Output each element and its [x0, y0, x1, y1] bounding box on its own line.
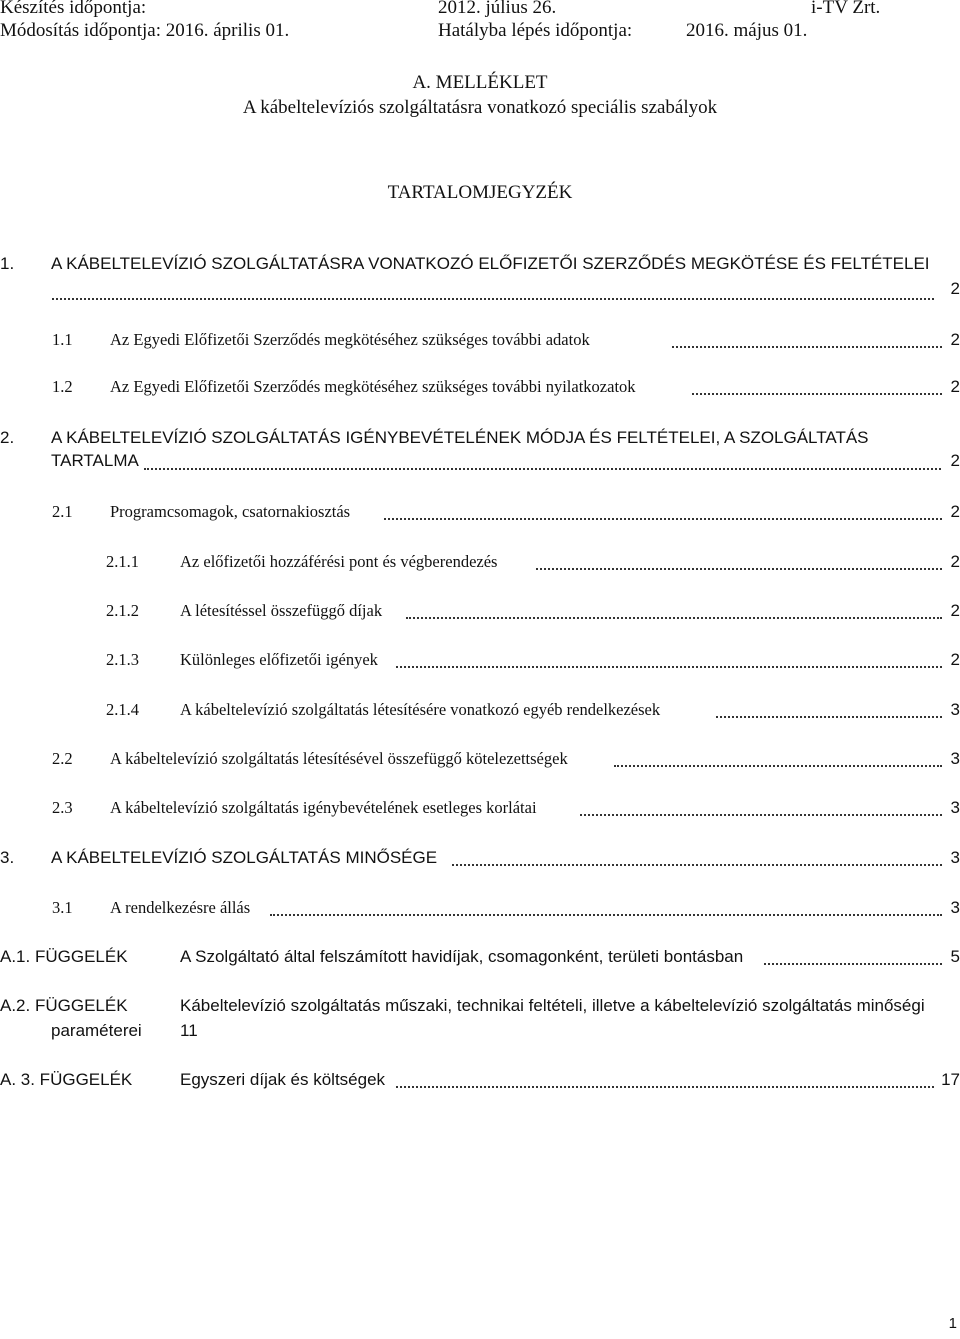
toc-number: 1. — [0, 254, 15, 273]
company-name: i-TV Zrt. — [811, 0, 881, 18]
toc-title: Az Egyedi Előfizetői Szerződés megkötéséhez szükséges további nyilatkozatok — [110, 377, 636, 396]
modified-label: Módosítás időpontja: 2016. április 01. — [0, 20, 290, 41]
toc-leader — [406, 617, 942, 619]
toc-leader — [396, 666, 942, 668]
toc-leader — [764, 963, 942, 965]
toc-title: Az előfizetői hozzáférési pont és végberendezés — [180, 552, 498, 571]
annex-title: A. MELLÉKLET — [412, 72, 548, 93]
toc-number: 2.1.2 — [106, 601, 139, 620]
created-label: Készítés időpontja: — [0, 0, 147, 18]
page-number: 1 — [948, 1315, 957, 1332]
toc-page: 17 — [941, 1070, 960, 1089]
toc-page: 3 — [950, 848, 960, 867]
toc-title: Kábeltelevízió szolgáltatás műszaki, technikai feltételi, illetve a kábeltelevízió szolgáltatás minőségi — [180, 996, 925, 1015]
toc-leader — [270, 914, 942, 916]
toc-title: A KÁBELTELEVÍZIÓ SZOLGÁLTATÁS MINŐSÉGE — [51, 848, 438, 867]
toc-number: A.2. FÜGGELÉK — [0, 996, 128, 1015]
toc-title: A létesítéssel összefüggő díjak — [180, 601, 383, 620]
toc-number: 1.2 — [52, 377, 73, 396]
toc-number: 2. — [0, 428, 15, 447]
toc-number: 2.1.1 — [106, 552, 139, 571]
effective-date: 2016. május 01. — [686, 20, 808, 41]
toc-title: A kábeltelevízió szolgáltatás létesítésére vonatkozó egyéb rendelkezések — [180, 700, 661, 719]
toc-number: 2.3 — [52, 798, 73, 817]
toc-page: 2 — [950, 502, 960, 521]
toc-title: Az Egyedi Előfizetői Szerződés megkötéséhez szükséges további adatok — [110, 330, 590, 349]
toc-page: 11 — [180, 1021, 198, 1040]
toc-leader — [716, 716, 942, 718]
toc-title: A kábeltelevízió szolgáltatás igénybevételének esetleges korlátai — [110, 798, 537, 817]
toc-title: A Szolgáltató által felszámított havidíjak, csomagonként, területi bontásban — [180, 947, 744, 966]
toc-leader — [672, 346, 942, 348]
toc-title: A rendelkezésre állás — [110, 898, 251, 917]
toc-leader — [692, 393, 942, 395]
toc-page: 3 — [950, 700, 960, 719]
toc-number: 3.1 — [52, 898, 73, 917]
toc-title-cont: TARTALMA — [51, 451, 139, 470]
toc-leader — [384, 518, 942, 520]
toc-heading: TARTALOMJEGYZÉK — [387, 182, 573, 203]
toc-page: 3 — [950, 898, 960, 917]
toc-page: 5 — [950, 947, 960, 966]
annex-subtitle: A kábeltelevíziós szolgáltatásra vonatkozó speciális szabályok — [242, 97, 718, 118]
toc-title: Programcsomagok, csatornakiosztás — [110, 502, 351, 521]
toc-leader — [536, 568, 942, 570]
toc-number: 3. — [0, 848, 15, 867]
toc-number: A.1. FÜGGELÉK — [0, 947, 128, 966]
toc-leader — [452, 864, 942, 866]
toc-number: 1.1 — [52, 330, 73, 349]
toc-page: 2 — [950, 330, 960, 349]
toc-page: 2 — [950, 650, 960, 669]
effective-label: Hatályba lépés időpontja: — [438, 20, 633, 41]
toc-page: 2 — [950, 279, 960, 298]
toc-leader — [580, 814, 942, 816]
toc-page: 3 — [950, 749, 960, 768]
toc-number: 2.1 — [52, 502, 73, 521]
toc-number: 2.2 — [52, 749, 73, 768]
created-date: 2012. július 26. — [438, 0, 557, 18]
toc-title: A kábeltelevízió szolgáltatás létesítésével összefüggő kötelezettségek — [110, 749, 568, 768]
toc-number: A. 3. FÜGGELÉK — [0, 1070, 133, 1089]
toc-page: 2 — [950, 377, 960, 396]
toc-title: A KÁBELTELEVÍZIÓ SZOLGÁLTATÁSRA VONATKOZÓ ELŐFIZETŐI SZERZŐDÉS MEGKÖTÉSE ÉS FELTÉTELEI — [51, 254, 930, 273]
toc-leader — [52, 298, 934, 300]
toc-leader — [144, 468, 941, 470]
toc-title: A KÁBELTELEVÍZIÓ SZOLGÁLTATÁS IGÉNYBEVÉTELÉNEK MÓDJA ÉS FELTÉTELEI, A SZOLGÁLTATÁS — [51, 428, 869, 447]
toc-page: 2 — [950, 552, 960, 571]
toc-number: 2.1.4 — [106, 700, 139, 719]
toc-number: 2.1.3 — [106, 650, 139, 669]
toc-page: 2 — [950, 451, 960, 470]
toc-title-cont: paraméterei — [51, 1021, 142, 1040]
toc-leader — [614, 765, 942, 767]
toc-page: 2 — [950, 601, 960, 620]
toc-title: Egyszeri díjak és költségek — [180, 1070, 386, 1089]
toc-page: 3 — [950, 798, 960, 817]
toc-title: Különleges előfizetői igények — [180, 650, 378, 669]
toc-leader — [396, 1086, 934, 1088]
